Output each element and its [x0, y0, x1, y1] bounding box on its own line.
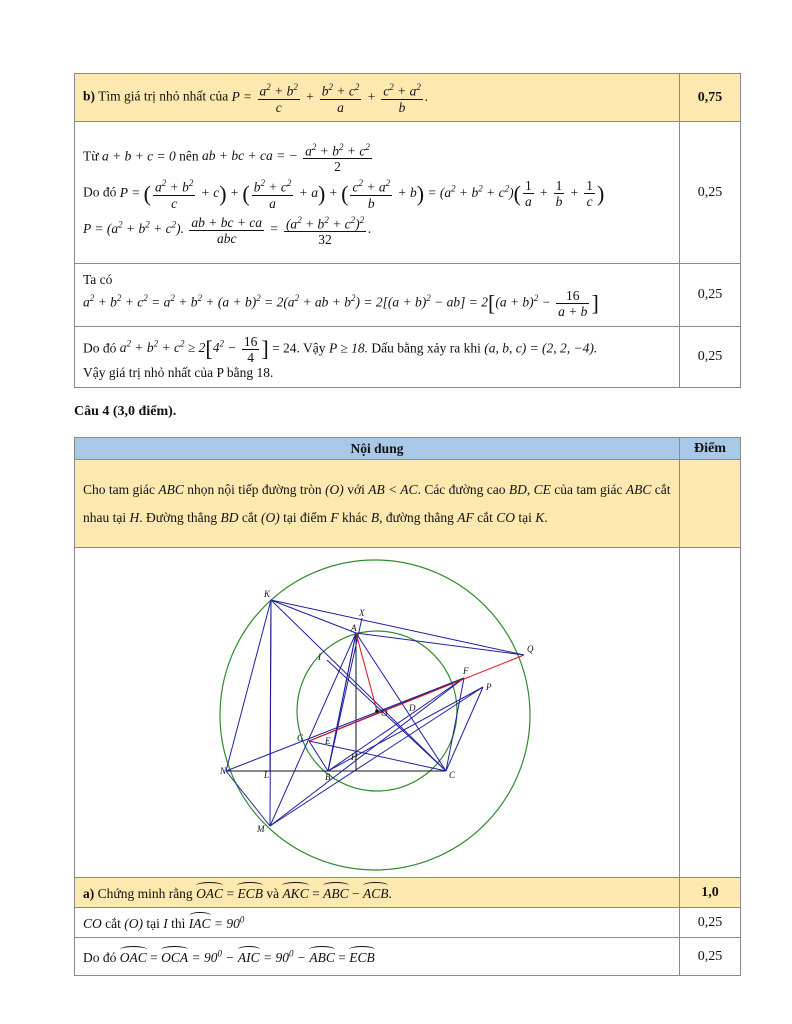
part-a-score: 1,0	[680, 878, 741, 908]
solution-table-q4	[74, 437, 741, 976]
step-2-content: Ta có $a^2 + b^2 + c^2 = a^2 + b^2 + (a + b)^2 = 2(a^2$ + ab + $b^2) = 2[(a + b)^2 - ab] = 2[(a + b)^2$ − $\frac{16}{a + b}$ ]	[75, 264, 680, 327]
header-score: Điểm	[680, 438, 741, 460]
label-b: B	[325, 772, 331, 782]
part-b-label: b)	[83, 88, 96, 104]
label-o: O	[381, 708, 388, 718]
label-a: A	[351, 623, 357, 633]
step-3-equals: = 24. Vậy	[272, 340, 326, 356]
figure-row	[75, 548, 741, 878]
step-2-row	[75, 264, 741, 327]
step-1-score: 0,25	[680, 122, 741, 264]
step-3-row	[75, 327, 741, 388]
part-b-statement	[75, 74, 680, 122]
geometry-figure	[75, 548, 675, 877]
step-3-score: 0,25	[680, 327, 741, 388]
part-a-row	[75, 878, 741, 908]
label-n: N	[220, 766, 227, 776]
label-l: L	[264, 770, 270, 780]
row-a2-score: 0,25	[680, 938, 741, 976]
label-q: Q	[527, 644, 534, 654]
label-e: E	[325, 736, 331, 746]
label-i: I	[318, 652, 321, 662]
step-1-content: Từ a + b + c = 0 nên ab + bc + ca = − $\frac{a^2 + b^2 + c^2}{2}$ Do đó P = ( $\frac{a^2 + b^2}{c}$ + c) + ( $\frac{b^2 + c^2}{a}$ + a) + ( $\frac{c^2 + a^2}{b}$ + $b) = (a^2 + b^2 + c^2)$( $\frac{1}{a}$ + $\frac{1}{b}$ + $\frac{1}{c}$ ) $P = (a^2 + b^2 + c^2)$. $\frac{ab + bc + ca}{\text{abc}}$ = $\frac{(a^2 + b^2 + c^2)^2}{32}$ .	[75, 122, 680, 264]
figure-cell	[75, 548, 680, 878]
label-d: D	[409, 703, 416, 713]
solution-table-b	[74, 73, 741, 388]
label-g: G	[297, 733, 304, 743]
part-a-label: a)	[83, 886, 95, 901]
step-2-intro: Ta có	[83, 271, 113, 287]
label-x: X	[359, 608, 365, 618]
row-a1	[75, 908, 741, 938]
part-b-text: Tìm giá trị nhỏ nhất của	[98, 88, 229, 104]
step-3-conclusion: Vậy giá trị nhỏ nhất của P bằng 18.	[83, 364, 274, 380]
row-a2	[75, 938, 741, 976]
row-a2-content: Do đó OAC = OCA = $90^0$ − AIC = $90^0$ − ABC = ECB	[75, 938, 680, 976]
question-4-heading: Câu 4 (3,0 điểm).	[74, 404, 177, 419]
label-c: C	[449, 770, 456, 780]
part-b-row	[75, 74, 741, 122]
step-3-hence: Do đó	[83, 340, 117, 356]
step-1-row	[75, 122, 741, 264]
part-a-statement: a) Chứng minh rằng OAC = ECB và AKC = ABC − ACB.	[75, 878, 680, 908]
label-p: P	[486, 682, 492, 692]
label-k: K	[264, 589, 271, 599]
header-row	[75, 438, 741, 460]
header-content: Nội dung	[75, 438, 680, 460]
step-3-equality: Dấu bằng xảy ra khi	[371, 340, 481, 356]
label-m: M	[257, 824, 265, 834]
label-h: H	[351, 752, 358, 762]
row-a1-content: CO cắt (O) tại I thì IAC = $90^0$	[75, 908, 680, 938]
part-b-score: 0,75	[680, 74, 741, 122]
step-1-so: nên	[179, 148, 199, 164]
part-b-expression: P = $\frac{a^2 + b^2}{c}$ + $\frac{b^2 + c^2}{a}$ + $\frac{c^2 + a^2}{b}$ .	[231, 82, 429, 115]
step-2-score: 0,25	[680, 264, 741, 327]
problem-row	[75, 460, 741, 548]
step-1-from: Từ	[83, 148, 99, 164]
step-1-hence: Do đó	[83, 184, 117, 200]
step-3-content: Do đó $a^2 + b^2 + c^2 \ge 2[4^2$ − $\frac{16}{4}$ ] = 24. Vậy P ≥ 18. Dấu bằng xảy ra khi (a, b, c) = (2, 2, −4). Vậy giá trị nhỏ nhất của P bằng 18.	[75, 327, 680, 388]
row-a1-score: 0,25	[680, 908, 741, 938]
label-f: F	[463, 666, 469, 676]
problem-statement: Cho tam giác ABC nhọn nội tiếp đường tròn (O) với AB < AC. Các đường cao BD, CE của tam giác ABC cắt nhau tại H. Đường thẳng BD cắt (O) tại điểm F khác B, đường thẳng AF cắt CO tại K.	[75, 460, 680, 548]
